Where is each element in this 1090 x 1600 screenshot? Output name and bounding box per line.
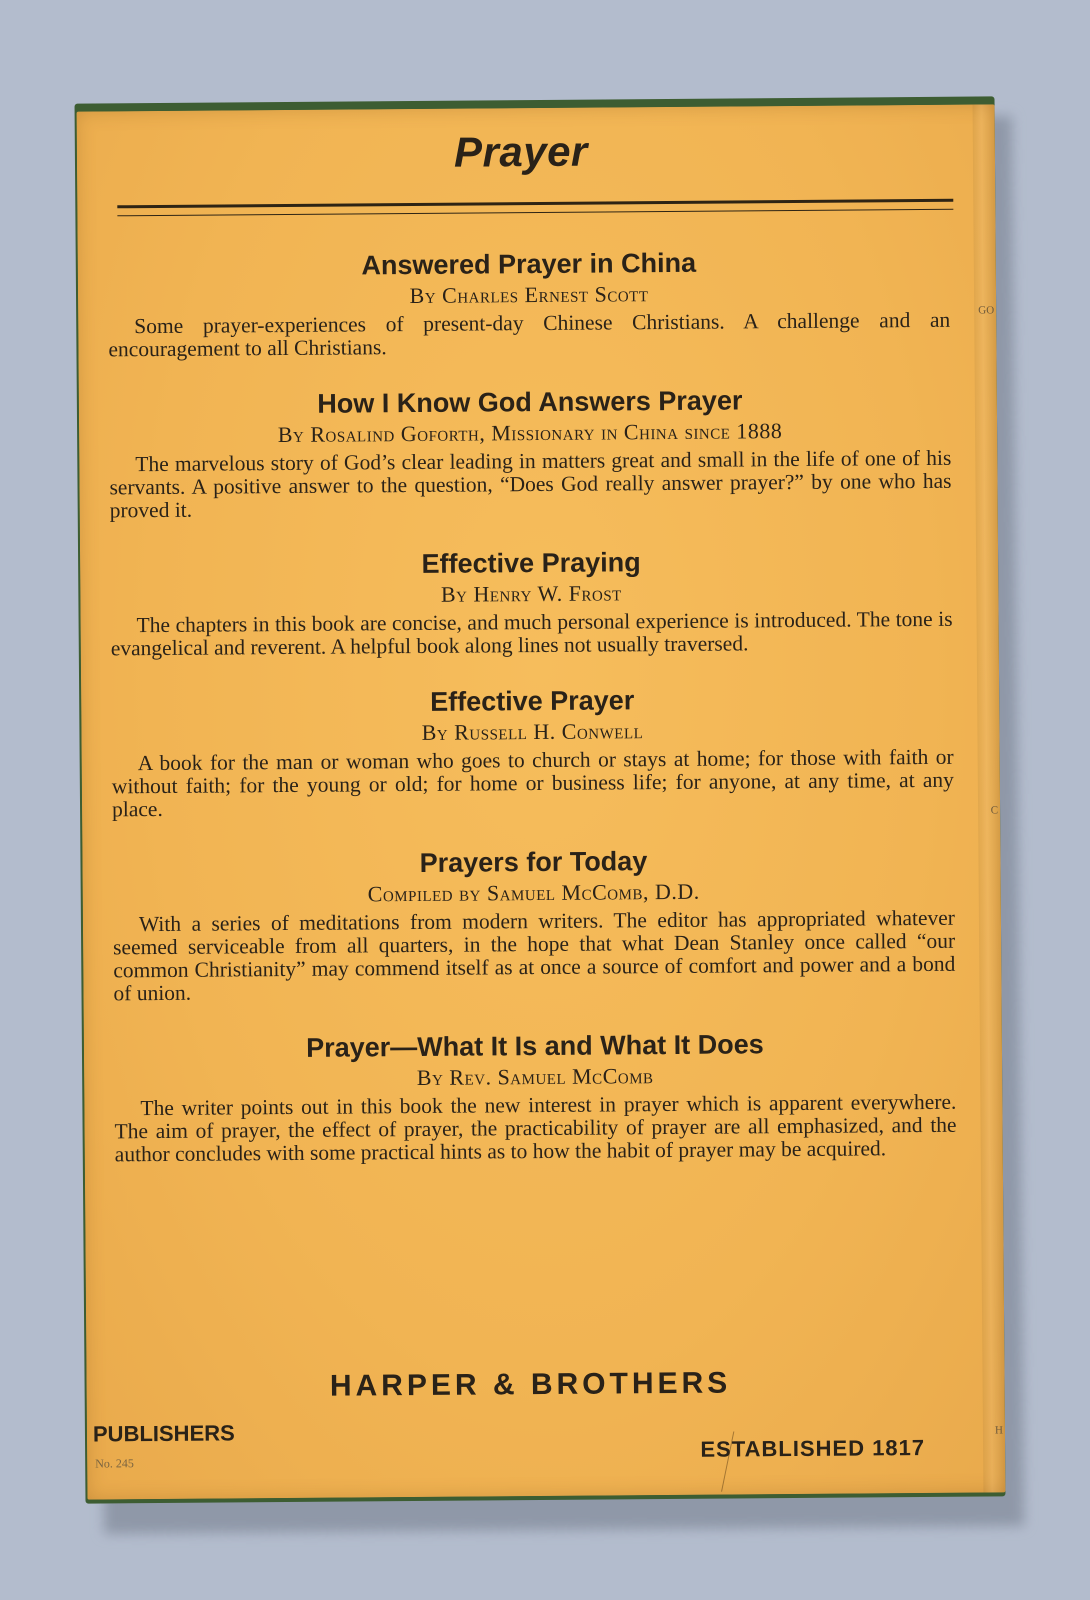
book-description: A book for the man or woman who goes to church or stays at home; for those with faith or without faith; for the young or old; for home or business life; for anyone, at any time, at any place. [111,744,954,822]
book-description: The writer points out in this book the new interest in prayer which is apparent everywhere. The aim of prayer, the effect of prayer, the practicability of prayer are all emphasized, and the author concludes with some practical hints as to how the habit of prayer may be acquired. [114,1089,957,1167]
book-title: Answered Prayer in China [361,247,697,281]
book-title: Effective Praying [421,547,641,579]
spine-mark: GO [978,304,995,317]
divider-thick [117,199,953,209]
dust-jacket-back [77,104,1006,1499]
book-byline: By Rev. Samuel McComb [416,1063,654,1090]
spine-mark: H [994,1424,1003,1437]
book-entry [114,1027,957,1167]
book-list [108,245,957,1185]
book-byline: Compiled by Samuel McComb, D.D. [367,878,700,907]
book-title: Prayers for Today [419,846,648,878]
spine-mark: C [990,804,999,817]
book-byline: By Russell H. Conwell [421,718,644,745]
divider-thin [117,209,953,217]
book-description: The marvelous story of God’s clear leading in matters great and small in the life of one of his servants. A positive answer to the question, “Does God really answer prayer?” by one who has proved it. [109,445,952,523]
catalog-number: No. 245 [95,1456,134,1471]
book-title: Effective Prayer [430,685,635,717]
book-description: Some prayer-experiences of present-day Chinese Christians. A challenge and an encouragement to all Christians. [108,307,951,362]
book-byline: By Charles Ernest Scott [409,281,649,309]
established-label: ESTABLISHED 1817 [700,1435,926,1462]
book-entry [108,245,951,362]
book-title: Prayer—What It Is and What It Does [306,1029,764,1063]
book-description: The chapters in this book are concise, and much personal experience is introduced. The tone is evangelical and reverent. A helpful book along lines not usually traversed. [110,606,953,661]
publisher-name: HARPER & BROTHERS [329,1366,732,1403]
book-entry [112,843,955,1006]
book-byline: By Rosalind Goforth, Missionary in China since 1888 [277,418,783,448]
book-description: With a series of meditations from modern writers. The editor has appropriated whatever seemed serviceable from all quarters, in the hope that what Dean Stanley once called “our common Christianity” may commend itself as at once a source of comfort and power and a bond of union. [113,905,956,1006]
publishers-label: PUBLISHERS [92,1420,235,1447]
book-entry [109,383,952,523]
book-entry [111,682,954,822]
book-entry [110,544,953,661]
book-byline: By Henry W. Frost [440,580,622,607]
page-title: Prayer [453,127,588,176]
book-title: How I Know God Answers Prayer [317,385,743,419]
